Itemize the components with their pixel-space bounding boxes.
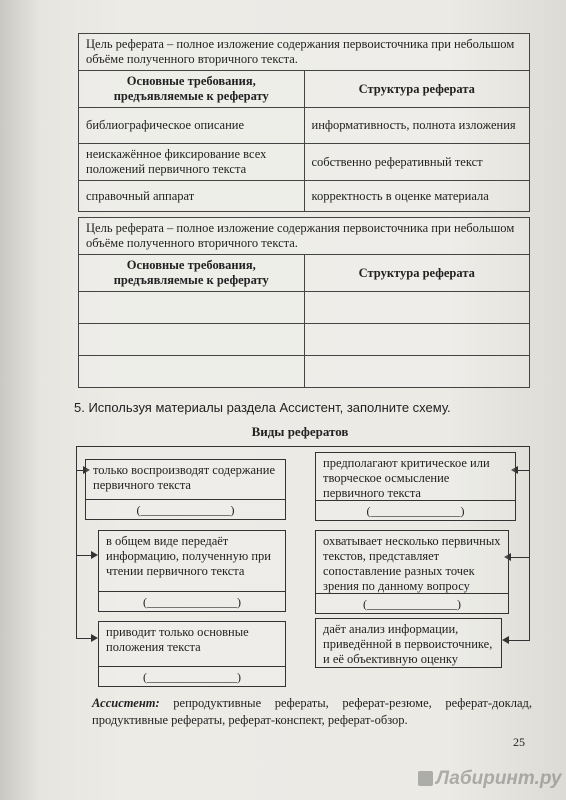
assistant-label: Ассистент: <box>92 696 160 710</box>
labirint-logo-icon <box>418 771 433 786</box>
table-cell: библиографическое описание <box>79 108 305 144</box>
empty-answer-cell[interactable] <box>79 356 305 388</box>
scheme-box-reproductive <box>85 459 286 520</box>
empty-answer-cell[interactable] <box>79 324 305 356</box>
scheme-box-outline <box>98 621 286 687</box>
column-header-structure: Структура реферата <box>304 71 530 108</box>
column-header-requirements: Основные требования, предъявляемые к реферату <box>79 71 305 108</box>
arrow-icon <box>91 634 98 642</box>
requirements-table-filled <box>78 33 530 212</box>
answer-blank[interactable]: (_______________) <box>99 591 285 611</box>
assistant-hint <box>92 695 532 729</box>
table-row <box>79 108 530 144</box>
page-number: 25 <box>513 735 525 749</box>
table-row <box>79 356 530 388</box>
table-goal-text: Цель реферата – полное изложение содержания первоисточника при небольшом объёме полученного вторичного текста. <box>79 34 530 71</box>
watermark-text: Лабиринт.ру <box>436 768 562 789</box>
watermark <box>418 768 562 790</box>
column-header-requirements: Основные требования, предъявляемые к реферату <box>79 255 305 292</box>
connector-line <box>76 446 530 447</box>
table-row <box>79 292 530 324</box>
box-text: охватывает несколько первичных текстов, представляет сопоставление разных точек зрения по данному вопросу <box>323 534 501 593</box>
empty-answer-cell[interactable] <box>304 324 530 356</box>
column-header-structure: Структура реферата <box>304 255 530 292</box>
box-text: приводит только основные положения текста <box>106 625 249 654</box>
box-text: в общем виде передаёт информацию, полученную при чтении первичного текста <box>106 534 271 578</box>
table-cell: информативность, полнота изложения <box>304 108 530 144</box>
arrow-icon <box>502 636 509 644</box>
table-row <box>79 324 530 356</box>
table-goal-text: Цель реферата – полное изложение содержания первоисточника при небольшом объёме полученного вторичного текста. <box>79 218 530 255</box>
connector-line <box>76 446 77 639</box>
requirements-table-empty <box>78 217 530 388</box>
table-cell: неискажённое фиксирование всех положений первичного текста <box>79 144 305 181</box>
table-cell: корректность в оценке материала <box>304 181 530 212</box>
connector-line <box>506 640 529 641</box>
answer-blank[interactable]: (_______________) <box>316 500 515 520</box>
assistant-text: репродуктивные рефераты, реферат-резюме, реферат-доклад, продуктивные рефераты, реферат-конспект, реферат-обзор. <box>92 696 532 727</box>
table-row <box>79 181 530 212</box>
task-instruction: 5. Используя материалы раздела Ассистент, заполните схему. <box>74 400 451 415</box>
connector-line <box>529 446 530 641</box>
empty-answer-cell[interactable] <box>79 292 305 324</box>
empty-answer-cell[interactable] <box>304 356 530 388</box>
scheme-box-productive <box>315 452 516 521</box>
empty-answer-cell[interactable] <box>304 292 530 324</box>
answer-blank[interactable]: (_______________) <box>86 499 285 519</box>
scheme-box-summary <box>98 530 286 612</box>
box-text: только воспроизводят содержание первичного текста <box>93 463 275 492</box>
scheme-title: Виды рефератов <box>251 424 349 439</box>
answer-blank[interactable]: (_______________) <box>316 593 508 613</box>
table-row <box>79 144 530 181</box>
arrow-icon <box>91 551 98 559</box>
answer-blank[interactable]: (_______________) <box>99 666 285 686</box>
connector-line <box>508 557 529 558</box>
scheme-box-report <box>315 618 502 668</box>
box-text: предполагают критическое или творческое осмысление первичного текста <box>323 456 490 500</box>
box-text: даёт анализ информации, приведённой в первоисточнике, и её объективную оценку <box>323 622 493 666</box>
table-cell: собственно реферативный текст <box>304 144 530 181</box>
table-cell: справочный аппарат <box>79 181 305 212</box>
scheme-box-review <box>315 530 509 614</box>
